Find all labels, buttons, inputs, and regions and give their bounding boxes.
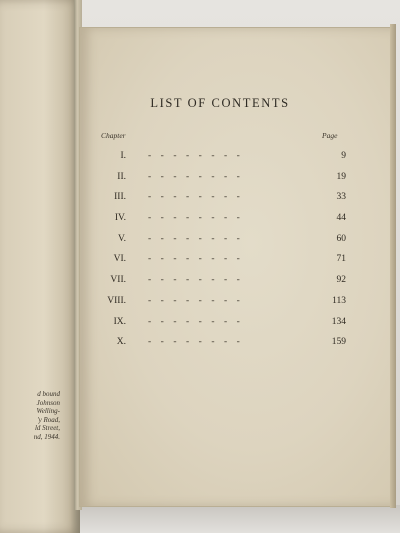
chapter-numeral: VII. xyxy=(110,275,126,286)
page-title: LIST OF CONTENTS xyxy=(150,96,290,110)
colophon-line: nd, 1944. xyxy=(33,432,60,441)
contents-entry xyxy=(100,211,346,232)
dot-leader: - - - - - - - - xyxy=(148,254,240,265)
dot-leader: - - - - - - - - xyxy=(148,337,240,348)
contents-entry xyxy=(100,273,346,294)
chapter-numeral: II. xyxy=(117,171,126,182)
page-number: 60 xyxy=(336,233,346,244)
chapter-numeral: I. xyxy=(120,151,126,161)
page-number: 159 xyxy=(331,337,346,348)
chapter-column-header: Chapter xyxy=(101,131,126,140)
page-number: 19 xyxy=(336,171,346,182)
contents-entry xyxy=(100,149,346,170)
dot-leader: - - - - - - - - xyxy=(148,295,240,306)
page-number: 134 xyxy=(331,316,346,327)
chapter-numeral: VI. xyxy=(113,254,126,265)
page-number: 92 xyxy=(336,275,346,286)
colophon-line: Johnson xyxy=(36,398,60,407)
page-number: 33 xyxy=(336,192,346,203)
contents-list xyxy=(100,149,346,356)
chapter-numeral: VIII. xyxy=(107,295,126,306)
printer-colophon xyxy=(0,390,60,441)
page-edge xyxy=(390,24,396,508)
colophon-line: Welling- xyxy=(36,407,60,415)
page-number: 113 xyxy=(332,295,346,306)
contents-entry xyxy=(100,315,346,336)
contents-entry xyxy=(100,252,346,273)
dot-leader: - - - - - - - - xyxy=(148,151,240,161)
dot-leader: - - - - - - - - xyxy=(148,275,240,286)
page-number: 44 xyxy=(336,213,346,224)
dot-leader: - - - - - - - - xyxy=(148,213,240,224)
page-column-header: Page xyxy=(322,131,338,140)
contents-entry xyxy=(100,335,346,356)
dot-leader: - - - - - - - - xyxy=(148,171,240,182)
chapter-numeral: IX. xyxy=(113,316,126,327)
contents-entry xyxy=(100,170,346,191)
chapter-numeral: III. xyxy=(114,192,126,203)
chapter-numeral: V. xyxy=(117,233,126,244)
page-number: 71 xyxy=(336,254,346,265)
chapter-numeral: IV. xyxy=(114,213,126,224)
colophon-line: d bound xyxy=(37,390,60,398)
dot-leader: - - - - - - - - xyxy=(148,192,240,203)
colophon-line: 'y Road, xyxy=(37,415,60,424)
chapter-numeral: X. xyxy=(116,337,126,348)
contents-entry xyxy=(100,232,346,253)
contents-entry xyxy=(100,190,346,211)
colophon-line: ld Street, xyxy=(34,424,60,432)
contents-entry xyxy=(100,294,346,315)
page-number: 9 xyxy=(341,151,346,161)
dot-leader: - - - - - - - - xyxy=(148,233,240,244)
left-page xyxy=(0,0,80,533)
dot-leader: - - - - - - - - xyxy=(148,316,240,327)
